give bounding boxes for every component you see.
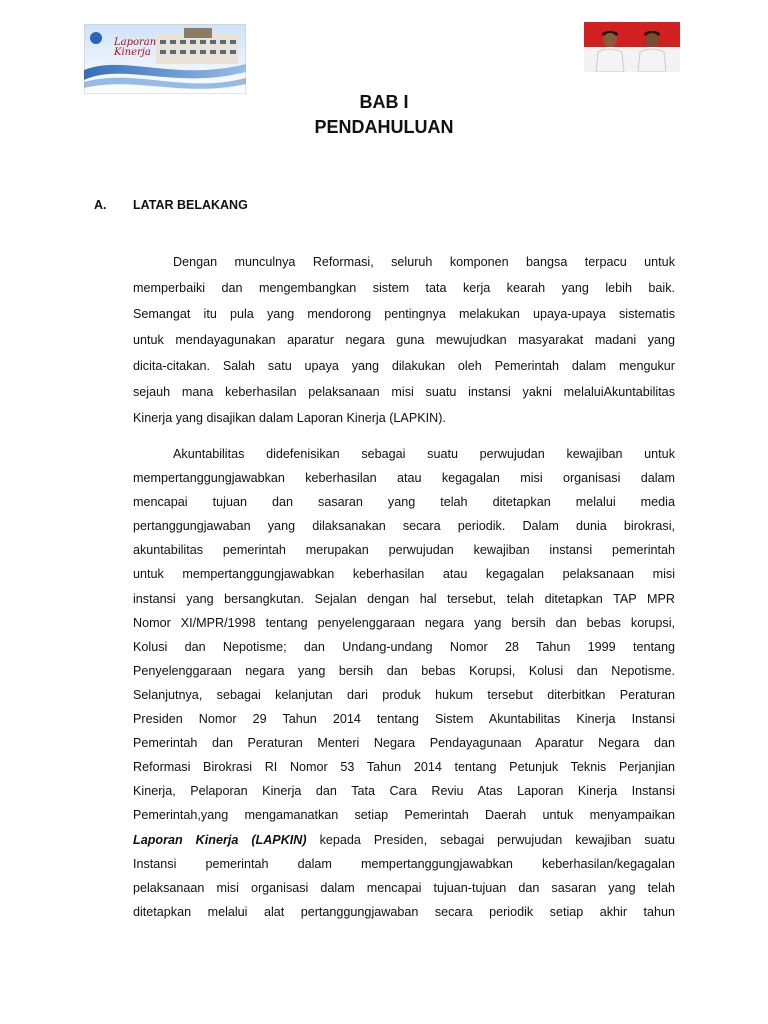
paragraph-line: Dengan munculnya Reformasi, seluruh komponen bangsa terpacu untuk: [173, 255, 675, 269]
paragraph-line: Kinerja yang disajikan dalam Laporan Kinerja (LAPKIN).: [133, 411, 446, 425]
section-letter: A.: [94, 198, 107, 212]
paragraph-line: Selanjutnya, sebagai kelanjutan dari produk hukum tersebut diterbitkan Peraturan: [133, 687, 675, 702]
paragraph-line: Semangat itu pula yang mendorong pentingnya melakukan upaya-upaya sistematis: [133, 307, 675, 321]
paragraph-line: Akuntabilitas didefenisikan sebagai suatu perwujudan kewajiban untuk: [173, 447, 675, 461]
paragraph-line: ditetapkan melalui alat pertanggungjawaban secara periodik setiap akhir tahun: [133, 904, 675, 919]
paragraph-line: untuk mempertanggungjawabkan keberhasilan atau kegagalan pelaksanaan misi: [133, 567, 675, 582]
paragraph-line: sejauh mana keberhasilan pelaksanaan misi suatu instansi yakni melaluiAkuntabilitas: [133, 385, 675, 399]
paragraph-line: Kolusi dan Nepotisme; dan Undang-undang Nomor 28 Tahun 1999 tentang: [133, 639, 675, 654]
paragraph-1: [133, 249, 675, 431]
section-heading: LATAR BELAKANG: [133, 198, 248, 212]
paragraph-line: Nomor XI/MPR/1998 tentang penyelenggaraan negara yang bersih dan bebas korupsi,: [133, 615, 675, 630]
paragraph-line: akuntabilitas pemerintah merupakan perwujudan kewajiban instansi pemerintah: [133, 543, 675, 558]
chapter-subtitle: PENDAHULUAN: [314, 117, 454, 137]
officials-photo: [584, 22, 680, 72]
paragraph-line: instansi yang bersangkutan. Sejalan dengan hal tersebut, telah ditetapkan TAP MPR: [133, 591, 675, 606]
paragraph-line: mencapai tujuan dan sasaran yang telah ditetapkan melalui media: [133, 495, 675, 510]
report-logo: [84, 24, 246, 94]
paragraph-2: [133, 442, 675, 924]
paragraph-line: Instansi pemerintah dalam mempertanggungjawabkan keberhasilan/kegagalan: [133, 856, 675, 871]
paragraph-line: Pemerintah dan Peraturan Menteri Negara Pendayagunaan Aparatur Negara dan: [133, 736, 675, 751]
paragraph-line: memperbaiki dan mengembangkan sistem tata kerja kearah yang lebih baik.: [133, 281, 675, 295]
logo-script-text: Laporan Kinerja: [114, 37, 157, 58]
paragraph-line: Penyelenggaraan negara yang bersih dan bebas Korupsi, Kolusi dan Nepotisme.: [133, 663, 675, 678]
emphasis-line: [133, 828, 675, 852]
paragraph-line: pertanggungjawaban yang dilaksanakan secara periodik. Dalam dunia birokrasi,: [133, 519, 675, 534]
officials-photo-image: [584, 22, 680, 72]
chapter-title: BAB I: [359, 92, 409, 112]
lapkin-emphasis: Laporan Kinerja (LAPKIN): [133, 832, 307, 847]
paragraph-line: dicita-citakan. Salah satu upaya yang dilakukan oleh Pemerintah dalam mengukur: [133, 359, 675, 373]
paragraph-line: Pemerintah,yang mengamanatkan setiap Pemerintah Daerah untuk menyampaikan: [133, 808, 675, 823]
report-logo-image: [84, 24, 246, 94]
paragraph-line: mempertanggungjawabkan keberhasilan atau kegagalan misi organisasi dalam: [133, 471, 675, 486]
paragraph-line: Presiden Nomor 29 Tahun 2014 tentang Sistem Akuntabilitas Kinerja Instansi: [133, 712, 675, 727]
paragraph-line: pelaksanaan misi organisasi dalam mencapai tujuan-tujuan dan sasaran yang telah: [133, 880, 675, 895]
paragraph-line: Reformasi Birokrasi RI Nomor 53 Tahun 2014 tentang Petunjuk Teknis Perjanjian: [133, 760, 675, 775]
paragraph-line: untuk mendayagunakan aparatur negara guna mewujudkan masyarakat madani yang: [133, 333, 675, 347]
emphasis-line-rest: kepada Presiden, sebagai perwujudan kewajiban suatu: [306, 832, 676, 847]
paragraph-line: Kinerja, Pelaporan Kinerja dan Tata Cara Reviu Atas Laporan Kinerja Instansi: [133, 784, 675, 799]
